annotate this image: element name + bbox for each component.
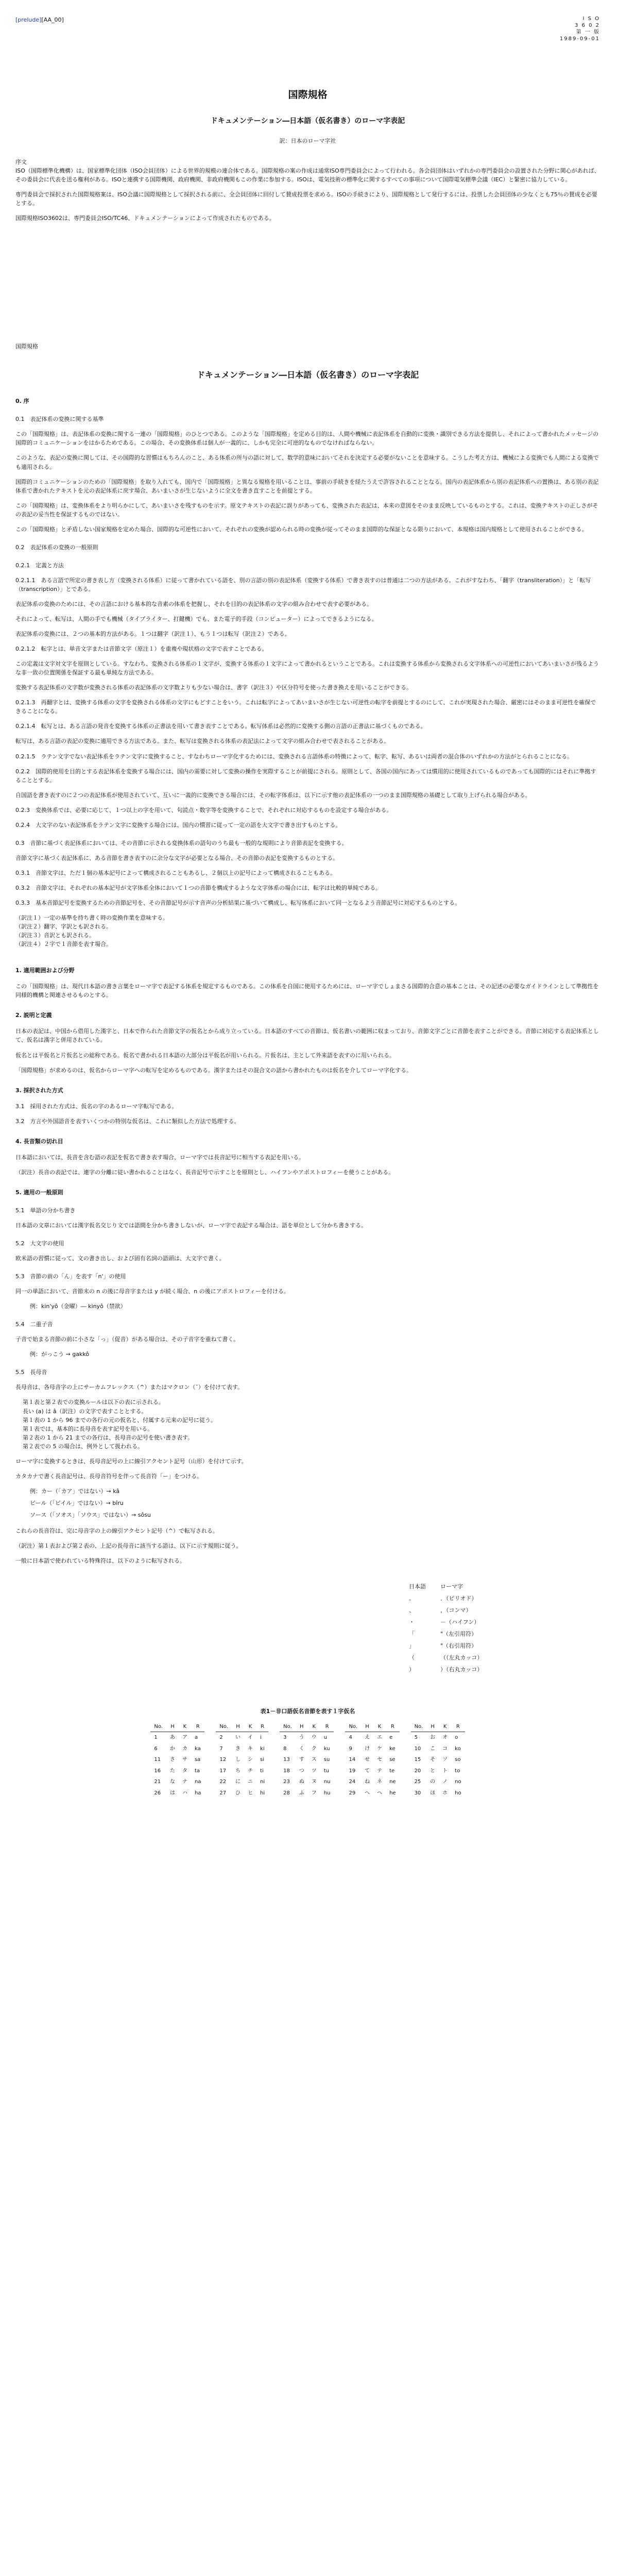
table-cell: 。	[409, 1595, 415, 1602]
paragraph: 一般に日本語で使われている特殊符は、以下のように転写される。	[15, 1557, 185, 1565]
table-cell: he	[389, 1790, 396, 1796]
table-cell: イ	[248, 1735, 253, 1741]
table-cell: 18	[283, 1768, 290, 1774]
table-cell: か	[169, 1745, 175, 1752]
subsection-heading: 5.4 二重子音	[15, 1321, 53, 1328]
paragraph: 同一の単語において、音節末の n の後に母音字または y が続く場合、n の後にアポストロフィーを付ける。	[15, 1288, 289, 1295]
table-row	[402, 1652, 490, 1664]
column-header: K	[179, 1722, 191, 1732]
paragraph: 0.3.3 基本音節記号を変換するための音節記号を、その音節記号が示す音声の分析結果に基づいて構成し、転写体系において同一となるよう音節記号に対応するものとする。	[15, 899, 460, 906]
example-line: 例：がっこう → gakkô	[30, 1351, 90, 1358]
example-line: 例：カー（「カア」ではない）→ kâ	[30, 1487, 120, 1495]
table-cell: tu	[323, 1768, 330, 1774]
paragraph: この定義は文字対文字を原則としている。すなわち、変換される体系の１文字が、変換する体系の１文字によって書かれるということである。これは変換する体系から変換される文字体系への可逆性においてあいまいさが残るような非一致の位置関係を保証する最も単純な方法である。	[15, 660, 599, 676]
preface-label: 序文	[15, 159, 27, 166]
paragraph: 音節文字に基づく表記体系に、ある音節を書き表すのに余分な文字が必要となる場合、その音節の表記を変換するものとする。	[15, 854, 338, 861]
table-cell: 27	[219, 1790, 227, 1796]
table-cell: ki	[260, 1745, 265, 1752]
subsection-heading: 5.3 音節の前の「ん」を表す「n'」の使用	[15, 1273, 126, 1280]
table-cell: ほ	[430, 1790, 436, 1796]
table-cell: つ	[299, 1768, 304, 1774]
paragraph: 「国際規格」が求めるのは、仮名からローマ字への転写を定めるものである。漢字またはその混合文の語から書かれたものは仮名を介してローマ字化する。	[15, 1066, 412, 1074]
table-cell: え	[365, 1735, 370, 1741]
standard-edition: 第 一 版	[576, 29, 600, 35]
table-cell: ha	[194, 1790, 201, 1796]
paragraph: 変換する表記体系の文字数が変換される体系の表記体系の文字数よりも少ない場合は、書字（訳注３）や区分符号を使った書き換えを用いることができる。	[15, 684, 412, 691]
table-row	[150, 1732, 465, 1743]
table-cell: ne	[389, 1779, 396, 1785]
table-cell: は	[169, 1790, 175, 1796]
table-cell: e	[389, 1735, 393, 1741]
page-subtitle: ドキュメンテーション―日本語（仮名書き）のローマ字表記	[210, 117, 405, 126]
table-header-row	[402, 1581, 490, 1592]
table-cell: ）（右丸カッコ）	[440, 1666, 483, 1673]
table-row	[150, 1776, 465, 1788]
table-cell: ツ	[311, 1768, 317, 1774]
column-header: K	[373, 1722, 386, 1732]
paragraph: 0.2.1.4 転写とは、ある言語の発音を変換する体系の正書法を用いて書き表すことである。転写体系は必然的に変換する側の言語の正書法に基づくものである。	[15, 723, 426, 730]
table-cell: ス	[311, 1757, 317, 1763]
section-heading: 2. 説明と定義	[15, 1012, 52, 1019]
subsection-heading: 0.1 表記体系の変換に関する基準	[15, 416, 104, 423]
section-heading: 0. 序	[15, 398, 29, 405]
table-cell: 16	[154, 1768, 161, 1774]
table-cell: ぬ	[299, 1779, 304, 1785]
table-row	[150, 1788, 465, 1799]
table-cell: た	[169, 1768, 175, 1774]
table-cell: u	[323, 1735, 328, 1741]
column-header: H	[232, 1722, 244, 1732]
table-cell: オ	[442, 1735, 448, 1741]
paragraph: 表記体系の変換のためには、その言語における基本的な音素の体系を把握し、それを目的の表記体系の文字の組み合わせで表す必要がある。	[15, 601, 372, 607]
table-cell: 11	[154, 1757, 161, 1763]
preface-paragraph: 国際規格ISO3602は、専門委員会ISO/TC46、ドキュメンテーションによって作成されたものである。	[15, 215, 275, 222]
column-header: R	[256, 1722, 268, 1732]
standard-org: I S O	[582, 16, 600, 22]
table-cell: （（左丸カッコ）	[440, 1654, 483, 1662]
table-cell: ni	[260, 1779, 265, 1785]
translator-note: （訳注３）音訳とも訳される。	[15, 932, 95, 939]
table-cell: シ	[248, 1757, 253, 1763]
section-heading: 4. 長音類の切れ目	[15, 1138, 63, 1145]
table-cell: 3	[283, 1735, 287, 1741]
table-cell: ウ	[311, 1735, 317, 1741]
paragraph: 0.2.1.3 再翻字とは、変換する体系の文字を変換される体系の文字にもどすことをいう。これは転字によってあいまいさが生じない可逆性の転字を前提とするのにして、これが実現された場合、厳密にはそのまま可逆性を確保できることになる。	[15, 699, 596, 715]
column-header: K	[308, 1722, 320, 1732]
table-row	[402, 1592, 490, 1604]
paragraph: 0.3.2 音節文字は、それぞれの基本記号が文字体系全体において１つの音節を構成するような文字体系の場合には、転字は比較的単純である。	[15, 884, 381, 891]
table-cell: く	[299, 1745, 304, 1752]
table-cell: 4	[349, 1735, 352, 1741]
paragraph: 第１表の 1 から 96 までの各行の元の仮名と、付属する元来の記号に従う。	[23, 1416, 216, 1423]
section-heading: 5. 適用の一般原則	[15, 1189, 63, 1196]
paragraph: 自国語を書き表すのに２つの表記体系が使用されていて、互いに一義的に変換できる場合には、その転字体系は、以下に示す他の表記体系の一つのまま国際規格の基礎として取り上げられる場合がある。	[15, 791, 531, 799]
paragraph: 0.2.4 大文字のない表記体系をラテン文字に変換する場合には、国内の慣習に従って一定の語を大文字で書き出すものとする。	[15, 821, 341, 828]
kana-table-body	[150, 1732, 465, 1799]
table-cell: ホ	[442, 1790, 448, 1796]
column-header: No.	[216, 1722, 232, 1732]
table-cell: ke	[389, 1745, 396, 1752]
table-cell: 25	[414, 1779, 421, 1785]
table-cell: ）	[409, 1666, 415, 1673]
paragraph: この「国際規格」は、表記体系の変換に関する一連の「国際規格」のひとつである。このような「国際規格」を定める目的は、人間や機械に表記体系を自動的に変換・識別できる方法を提供し、それによって書かれたメッセージの国際的コミュニケーションをはかるためである。この場合、その変換体系は個人が一義的に、しかも完全に可逆的なものでなければならない。	[15, 431, 599, 447]
paragraph: 第１表では、基本的に長母音を表す記号を用いる。	[23, 1425, 153, 1432]
paragraph: 欧米語の習慣に従って、文の書き出し、および固有名詞の語頭は、大文字で書く。	[15, 1255, 225, 1262]
table-cell: "（右引用符）	[440, 1642, 477, 1650]
table-cell: タ	[182, 1768, 187, 1774]
table-cell: 21	[154, 1779, 161, 1785]
table-cell: ナ	[182, 1779, 187, 1785]
table-cell: se	[389, 1757, 396, 1763]
preface-paragraph: ISO（国際標準化機構）は、国家標準化団体（ISO会員団体）による世界的規模の連合体である。国際規格の案の作成は通常ISO専門委員会によって行われる。各会員団体はいずれかの専門委員会の設置された分野に関心があれば、その委員会に代表を送る権利がある。ISOと連携する国際機関、政府機関、非政府機関もこの作業に参加する。ISOは、電気技術の標準化に関するすべての事項について国際電気標準会議（IEC）と緊密に協力している。	[15, 167, 600, 183]
table-cell: na	[194, 1779, 201, 1785]
paragraph: 国際的コミュニケーションのための「国際規格」を取り入れても、国内で「国際規格」と異なる規格を用いることは、事前の手続きを経たうえで許容されることとなる。国内の表記体系から別の表記体系への置換は、ある別の表記体系で書かれたテキストを元の表記体系に戻す場合、あいまいさが生じないように全文を書き直すことを前提とする。	[15, 478, 599, 494]
paragraph: それによって、転写は、人間の手でも機械（タイプライター、打鍵機）でも、また電子的手段（コンピューター）によってできるようになる。	[15, 616, 377, 623]
table-cell: ti	[260, 1768, 264, 1774]
subsection-heading: 5.2 大文字の使用	[15, 1240, 64, 1247]
subsection-heading: 5.1 単語の分かち書き	[15, 1207, 76, 1214]
table-cell: （	[409, 1654, 415, 1662]
paragraph: 仮名とは平仮名と片仮名との総称である。仮名で書かれる日本語の大部分は平仮名が用いられる。片仮名は、主として外来語を表すのに用いられる。	[15, 1052, 395, 1059]
table-cell: い	[235, 1735, 241, 1741]
column-header: R	[320, 1722, 334, 1732]
subsection-heading: 5.5 長母音	[15, 1369, 47, 1376]
table-cell: ネ	[377, 1779, 383, 1785]
table-cell: 28	[283, 1790, 290, 1796]
table-cell: ク	[311, 1745, 317, 1752]
table-cell: ひ	[235, 1790, 241, 1796]
paragraph: 0.3.1 音節文字は、ただ１個の基本記号によって構成されることもあるし、２個以上の記号によって構成されることもある。	[15, 869, 336, 876]
table-cell: あ	[169, 1735, 175, 1741]
table-cell: エ	[377, 1735, 383, 1741]
paragraph: 長母音は、各母音字の上にサーカムフレックス（^）またはマクロン（¯）を付けて表す。	[15, 1384, 243, 1391]
table-cell: ア	[182, 1735, 187, 1741]
table-cell: ヘ	[377, 1790, 383, 1796]
table-cell: そ	[430, 1757, 436, 1763]
table-cell: ソ	[442, 1757, 448, 1763]
table-row	[402, 1640, 490, 1652]
paragraph: カタカナで書く長音記号は、長母音符号を伴って長音符「ー」をつける。	[15, 1472, 202, 1480]
table-cell: き	[235, 1745, 241, 1752]
table-cell: 15	[414, 1757, 421, 1763]
table-cell: け	[365, 1745, 370, 1752]
table-cell: 5	[414, 1735, 418, 1741]
table-row	[402, 1628, 490, 1640]
example-line: ビール（「ビイル」ではない）→ bîru	[30, 1499, 124, 1506]
table-cell: に	[235, 1779, 241, 1785]
table-cell: ，（コンマ）	[440, 1607, 472, 1614]
table-cell: 6	[154, 1745, 158, 1752]
table-cell: フ	[311, 1790, 317, 1796]
paragraph: この「国際規格」は、現代日本語の書き言葉をローマ字で表記する体系を規定するものである。この体系を自国に使用するためには、ローマ字でしょまさる国際的合意の基本ことは、その記述の必要なガイドラインとして準拠性を同様的機構と関連させるものとする。	[15, 983, 599, 999]
section-heading: 3. 採択された方式	[15, 1087, 63, 1094]
paragraph: 3.1 採用された方式は、仮名の字のあるローマ字転写である。	[15, 1103, 178, 1110]
column-header: H	[361, 1722, 373, 1732]
column-header: No.	[150, 1722, 166, 1732]
prelude-link[interactable]: [prelude]	[15, 16, 42, 23]
table-cell: 1	[154, 1735, 158, 1741]
table-cell: チ	[248, 1768, 253, 1774]
table-cell: お	[430, 1735, 436, 1741]
table-row	[402, 1604, 490, 1616]
table-header-row	[150, 1722, 465, 1732]
translator-note: （訳注１）一定の基準を持ち書く時の変換作業を意味する。	[15, 914, 168, 922]
table-cell: sa	[194, 1757, 201, 1763]
table-cell: ヒ	[248, 1790, 253, 1796]
column-header: R	[386, 1722, 400, 1732]
table-cell: サ	[182, 1757, 187, 1763]
column-header: K	[244, 1722, 256, 1732]
table-cell: ka	[194, 1745, 201, 1752]
paragraph: 日本語の文章においては漢字仮名交じり文では語間を分かち書きしないが、ローマ字で表記する場合は、語を単位として分かち書きする。	[15, 1222, 367, 1229]
paragraph: 長い (a) は â（訳注）の文字で表すこととする。	[23, 1408, 147, 1415]
translator-note: （訳注４）２字で１音節を表す場合。	[15, 941, 112, 948]
table-cell: ハ	[182, 1790, 187, 1796]
table-row	[150, 1766, 465, 1777]
table-cell: ニ	[248, 1779, 253, 1785]
column-header: H	[296, 1722, 308, 1732]
column-header: R	[451, 1722, 465, 1732]
translator-line: 訳：日本のローマ字社	[279, 138, 336, 145]
table-cell: 、	[409, 1607, 415, 1614]
table-cell: no	[455, 1779, 461, 1785]
paragraph: 第２表の 1 から 21 までの各行は、長母音の記号を使い書き表す。	[23, 1434, 194, 1441]
table-cell: "（左引用符）	[440, 1631, 477, 1638]
example-line: 例：kin'yô（金曜）― kinyô（禁欲）	[30, 1303, 126, 1310]
table-cell: ケ	[377, 1745, 383, 1752]
table-cell: hu	[323, 1790, 331, 1796]
column-header: R	[191, 1722, 204, 1732]
table-cell: と	[430, 1768, 436, 1774]
table-cell: 9	[349, 1745, 352, 1752]
table-cell: キ	[248, 1745, 253, 1752]
table-cell: 10	[414, 1745, 421, 1752]
paragraph: 日本の表記は、中国から借用した漢字と、日本で作られた音節文字の仮名とから成り立っている。日本語のすべての音節は、仮名書いの範囲に収まっており、音節文字ごとに音節を表すことができる。音節に対応する表記体系として、仮名は漢字と併用されている。	[15, 1028, 599, 1044]
paragraph: この「国際規格」と矛盾しない国家規格を定めた場合、国際的な可逆性において、それぞれの変換が認められる時の変換が従ってそのまま国際的な保証となる限りにおいて、本規格は国内規格として使用されることができる。	[15, 526, 588, 533]
table-cell: 「	[409, 1631, 415, 1638]
table-cell: ho	[455, 1790, 461, 1796]
paragraph: 0.2.1.5 ラテン文字でない表記体系をラテン文字に変換すること、すなわちローマ字化するためには、変換される言語体系の特徴によって、転字、転写、あるいは両者の混合体のいずれかの方法がとられることになる。	[15, 753, 573, 760]
table-cell: hi	[260, 1790, 265, 1796]
table-row	[402, 1616, 490, 1628]
paragraph: （訳注）第１表および第２表の、上記の長母音に該当する語は、以下に示す規則に従う。	[15, 1543, 242, 1550]
subsection-heading: 0.3 音節に基づく表記体系においては、その音節に示される変換体系の語句のうち最も一般的な規則により音節表記を変換する。	[15, 839, 348, 846]
standard-number: 3 6 0 2	[575, 23, 600, 28]
column-header: K	[439, 1722, 451, 1732]
table-cell: 19	[349, 1768, 356, 1774]
table-cell: 14	[349, 1757, 356, 1763]
paragraph: 0.2.1.2 転字とは、単音文字または音節文字（原注１）を重複や現状格の文字で表すことである。	[15, 646, 268, 653]
table-cell: si	[260, 1757, 265, 1763]
paragraph: 0.2.1.1 ある言語で所定の書き表し方（変換される体系）に従って書かれている語を、別の言語の別の表記体系（変換する体系）で書き表すのは普通は二つの方法がある。これがすなわち、「翻字（transliteration）」と「転写（transcription）」とである。	[15, 577, 591, 592]
table-row	[150, 1754, 465, 1766]
paragraph: これらの長音符は、完に母音字の上の線引アクセント記号（^）で転写される。	[15, 1528, 218, 1534]
table-cell: 7	[219, 1745, 223, 1752]
paragraph: 3.2 方言や外国語音を表すいくつかの特別な仮名は、これに類似した方法で処理する。	[15, 1117, 240, 1125]
kana-table	[150, 1722, 465, 1799]
table-cell: 30	[414, 1790, 421, 1796]
doc-label: 国際規格	[15, 343, 38, 350]
table-cell: カ	[182, 1745, 187, 1752]
table-cell: せ	[365, 1757, 370, 1763]
subsection-heading: 0.2.1 定義と方法	[15, 562, 64, 569]
translator-note: （訳注２）翻字、字訳とも訳される。	[15, 923, 112, 930]
table-cell: i	[260, 1735, 262, 1741]
table-cell: 26	[154, 1790, 161, 1796]
table-cell: o	[455, 1735, 458, 1741]
paragraph: 転写は、ある言語の表記の変換に適用できる方法である。また、転写は変換される体系の表記法によって文字の組み合わせで表されることがある。	[15, 738, 389, 745]
column-header: 日本語	[409, 1583, 426, 1590]
paragraph: ローマ字に変換するときは、長母音記号の上に線引アクセント記号（山形）を付けて示す。	[15, 1458, 247, 1465]
standard-date: 1989-09-01	[559, 36, 600, 42]
column-header: No.	[280, 1722, 296, 1732]
table-cell: ト	[442, 1768, 448, 1774]
table-cell: な	[169, 1779, 175, 1785]
doc-title: ドキュメンテーション―日本語（仮名書き）のローマ字表記	[196, 369, 419, 380]
table-cell: －（ハイフン）	[440, 1619, 480, 1626]
table-cell: う	[299, 1735, 304, 1741]
table-cell: 22	[219, 1779, 227, 1785]
table-cell: 13	[283, 1757, 290, 1763]
column-header: H	[426, 1722, 439, 1732]
preface-paragraph: 専門委員会で採択された国際規格案は、ISO会議に国際規格として採択される前に、全会員団体に回付して賛成投票を求める。ISOの手続きにより、国際規格として発行するには、投票した会員団体の少なくとも75％の賛成を必要とする。	[15, 191, 597, 207]
table-cell: 20	[414, 1768, 421, 1774]
paragraph: 日本語においては、長音を含む語の表記を仮名で書き表す場合、ローマ字では長音記号に相当する表記を用いる。	[15, 1154, 304, 1161]
table-cell: セ	[377, 1757, 383, 1763]
subsection-heading: 0.2 表記体系の変換の一般原則	[15, 544, 98, 551]
table-cell: て	[365, 1768, 370, 1774]
table-cell: nu	[323, 1779, 331, 1785]
header-link-rest: [AA_00]	[41, 16, 64, 23]
table-cell: ko	[455, 1745, 461, 1752]
table-cell: へ	[365, 1790, 370, 1796]
table-cell: to	[455, 1768, 460, 1774]
table-cell: ヌ	[311, 1779, 317, 1785]
table-cell: ku	[323, 1745, 330, 1752]
page-title: 国際規格	[288, 89, 328, 100]
table-cell: 24	[349, 1779, 356, 1785]
table-cell: ・	[409, 1619, 415, 1626]
table-cell: ふ	[299, 1790, 304, 1796]
table-cell: し	[235, 1757, 241, 1763]
paragraph: 第１表と第２表での変換ルールは以下の表に示される。	[23, 1399, 164, 1406]
table-cell: 17	[219, 1768, 227, 1774]
section-heading: 1. 適用範囲および分野	[15, 967, 75, 974]
column-header: ローマ字	[440, 1583, 463, 1590]
translator-notes	[15, 913, 600, 948]
table-cell: ta	[194, 1768, 200, 1774]
table-cell: a	[194, 1735, 198, 1741]
table-caption: 表1－非口語仮名音節を表す１字仮名	[260, 1707, 355, 1715]
table-cell: so	[455, 1757, 461, 1763]
table-cell: 2	[219, 1735, 223, 1741]
paragraph: このような、表記の変換に関しては、その国際的な習慣はもちろんのこと、ある体系の所与の語に対して、数学的意味においてそれを決定する必要がないことを意味する。こうした考え方は、機械による変換でも人間による変換でも適用される。	[15, 454, 599, 470]
table-cell: ノ	[442, 1779, 448, 1785]
table-cell: su	[323, 1757, 330, 1763]
punctuation-table	[402, 1581, 490, 1675]
table-cell: さ	[169, 1757, 175, 1763]
table-cell: の	[430, 1779, 436, 1785]
paragraph: 表記体系の変換には、２つの基本的方法がある。１つは翻字（訳注１）、もう１つは転写（訳注２）である。	[15, 631, 290, 638]
table-cell: 12	[219, 1757, 227, 1763]
paragraph: この「国際規格」は、変換体系をより明らかにして、あいまいさを残すものを示す。原文テキストの表記に誤りがあっても、変換された表記は、本来の意図をそのまま反映しているものとする。これは、変換テキストの正しさがその表記の妥当性を保証するものではない。	[15, 502, 598, 518]
paragraph: 子音で始まる音節の前に小さな「っ」（促音）がある場合は、その子音字を重ねて書く。	[15, 1336, 239, 1343]
table-cell: テ	[377, 1768, 383, 1774]
table-cell: ち	[235, 1768, 241, 1774]
table-cell: ね	[365, 1779, 370, 1785]
header-nav	[15, 15, 64, 24]
table-cell: コ	[442, 1745, 448, 1752]
paragraph: 第２表での 5 の場合は、例外として扱われる。	[23, 1443, 143, 1450]
table-cell: 23	[283, 1779, 290, 1785]
table-cell: ．（ピリオド）	[440, 1595, 477, 1602]
column-header: No.	[411, 1722, 427, 1732]
table-row	[150, 1743, 465, 1755]
paragraph: （訳注）長音の表記では、連字の分離に従い書かれることはなく、長音記号で示すことを原則とし、ハイフンやアポストロフィーを使うことがある。	[15, 1168, 394, 1176]
table-cell: こ	[430, 1745, 436, 1752]
table-row	[402, 1664, 490, 1675]
table-cell: 」	[409, 1642, 415, 1650]
column-header: No.	[345, 1722, 361, 1732]
paragraph: 0.2.2 国際的使用を目的とする表記体系を変換する場合には、国内の需要に対して変換の操作を実際することが前提にされる。原則として、各国の国内にあっては慣用的に使用されているものであっても国際的にはそれに準拠することとする。	[15, 768, 596, 784]
paragraph: 0.2.3 変換体系では、必要に応じて、１つ以上の字を用いて、句読点・数字等を変換することで、それぞれに対応するものを設定する場合がある。	[15, 806, 392, 814]
standard-id-block	[560, 15, 600, 42]
column-header: H	[166, 1722, 179, 1732]
table-cell: te	[389, 1768, 395, 1774]
example-line: ソース（「ソオス」「ソウス」ではない）→ sôsu	[30, 1511, 151, 1518]
table-cell: す	[299, 1757, 304, 1763]
table-cell: 29	[349, 1790, 356, 1796]
table-cell: 8	[283, 1745, 287, 1752]
